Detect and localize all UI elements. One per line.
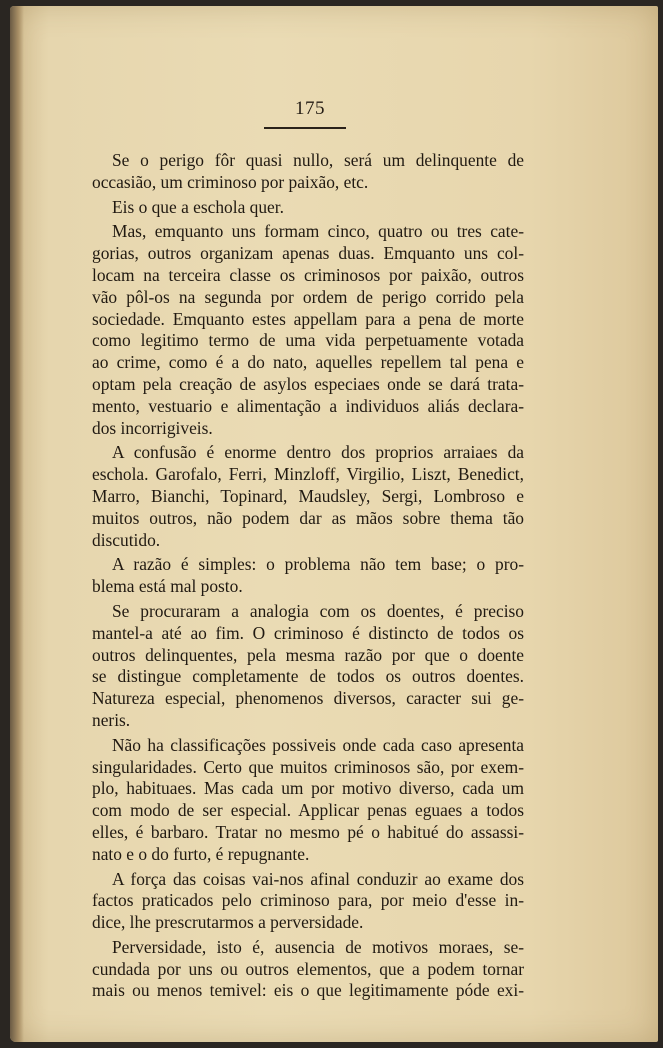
- text-line: dice, lhe prescrutarmos a perversidade.: [92, 912, 364, 933]
- paragraph: [92, 554, 524, 598]
- text-line: A confusão é enorme dentro dos proprios arraiaes da: [112, 442, 524, 463]
- text-line: Natureza especial, phenomenos diversos, caracter sui ge-: [92, 688, 524, 709]
- text-line: cundada por uns ou outros elementos, que a podem tornar: [92, 958, 524, 979]
- paper-sheet: [10, 6, 658, 1042]
- header-rule: [264, 127, 346, 129]
- text-line: Marro, Bianchi, Topinard, Maudsley, Sergi, Lombroso e: [92, 485, 524, 506]
- text-line: Mas, emquanto uns formam cinco, quatro ou tres cate-: [112, 221, 524, 242]
- text-line: se distingue completamente de todos os outros doentes.: [92, 666, 524, 687]
- text-line: ao crime, como é a do nato, aquelles repellem tal pena e: [92, 352, 524, 373]
- paragraph: [92, 869, 524, 934]
- body-text: [92, 150, 524, 1002]
- text-line: gorias, outros organizam apenas duas. Emquanto uns col-: [92, 243, 524, 264]
- text-line: mantel-a até ao fim. O criminoso é distincto de todos os: [92, 622, 524, 643]
- book-spine-shadow: [10, 6, 24, 1042]
- text-line: Não ha classificações possiveis onde cada caso apresenta: [112, 734, 524, 755]
- text-line: occasião, um criminoso por paixão, etc.: [92, 171, 369, 192]
- text-line: blema está mal posto.: [92, 576, 243, 597]
- text-line: singularidades. Certo que muitos criminosos são, por exem-: [92, 756, 524, 777]
- text-line: optam pela creação de asylos especiaes onde se dará trata-: [92, 373, 524, 394]
- paragraph: [92, 221, 524, 439]
- text-line: A razão é simples: o problema não tem base; o pro-: [112, 554, 524, 575]
- paragraph: [92, 442, 524, 551]
- text-line: factos praticados pelo criminoso para, por meio d'esse in-: [92, 890, 524, 911]
- text-line: Se o perigo fôr quasi nullo, será um delinquente de: [112, 150, 524, 170]
- text-line: nato e o do furto, é repugnante.: [92, 843, 310, 864]
- text-line: dos incorrigiveis.: [92, 417, 213, 438]
- text-line: muitos outros, não podem dar as mãos sobre thema tão: [92, 507, 524, 528]
- paragraph: [92, 197, 524, 219]
- text-line: locam na terceira classe os criminosos por paixão, outros: [92, 264, 524, 285]
- text-line: elles, é barbaro. Tratar no mesmo pé o habitué do assassi-: [92, 821, 524, 842]
- text-line: eschola. Garofalo, Ferri, Minzloff, Virgilio, Liszt, Benedict,: [92, 464, 524, 485]
- text-line: Se procuraram a analogia com os doentes, é preciso: [112, 600, 524, 621]
- text-line: A força das coisas vai-nos afinal conduzir ao exame dos: [112, 868, 524, 889]
- paragraph: [92, 937, 524, 1002]
- page-number: 175: [295, 98, 325, 119]
- paragraph: [92, 150, 524, 194]
- text-line: Perversidade, isto é, ausencia de motivos moraes, se-: [112, 936, 524, 957]
- text-line: outros delinquentes, pela mesma razão por que o doente: [92, 644, 524, 665]
- text-line: plo, habituaes. Mas cada um por motivo diverso, cada um: [92, 778, 524, 799]
- text-line: discutido.: [92, 529, 161, 550]
- text-line: com modo de ser especial. Applicar penas eguaes a todos: [92, 800, 524, 821]
- text-line: neris.: [92, 709, 131, 730]
- text-line: vão pôl-os na segunda por ordem de perigo corrido pela: [92, 286, 524, 307]
- paragraph: [92, 601, 524, 732]
- text-line: Eis o que a eschola quer.: [112, 196, 284, 217]
- text-line: mento, vestuario e alimentação a individuos aliás declara-: [92, 395, 524, 416]
- text-line: mais ou menos temivel: eis o que legitimamente póde exi-: [92, 980, 524, 1001]
- text-line: como legitimo termo de uma vida perpetuamente votada: [92, 330, 524, 351]
- paragraph: [92, 735, 524, 866]
- text-line: sociedade. Emquanto estes appellam para a pena de morte: [92, 308, 524, 329]
